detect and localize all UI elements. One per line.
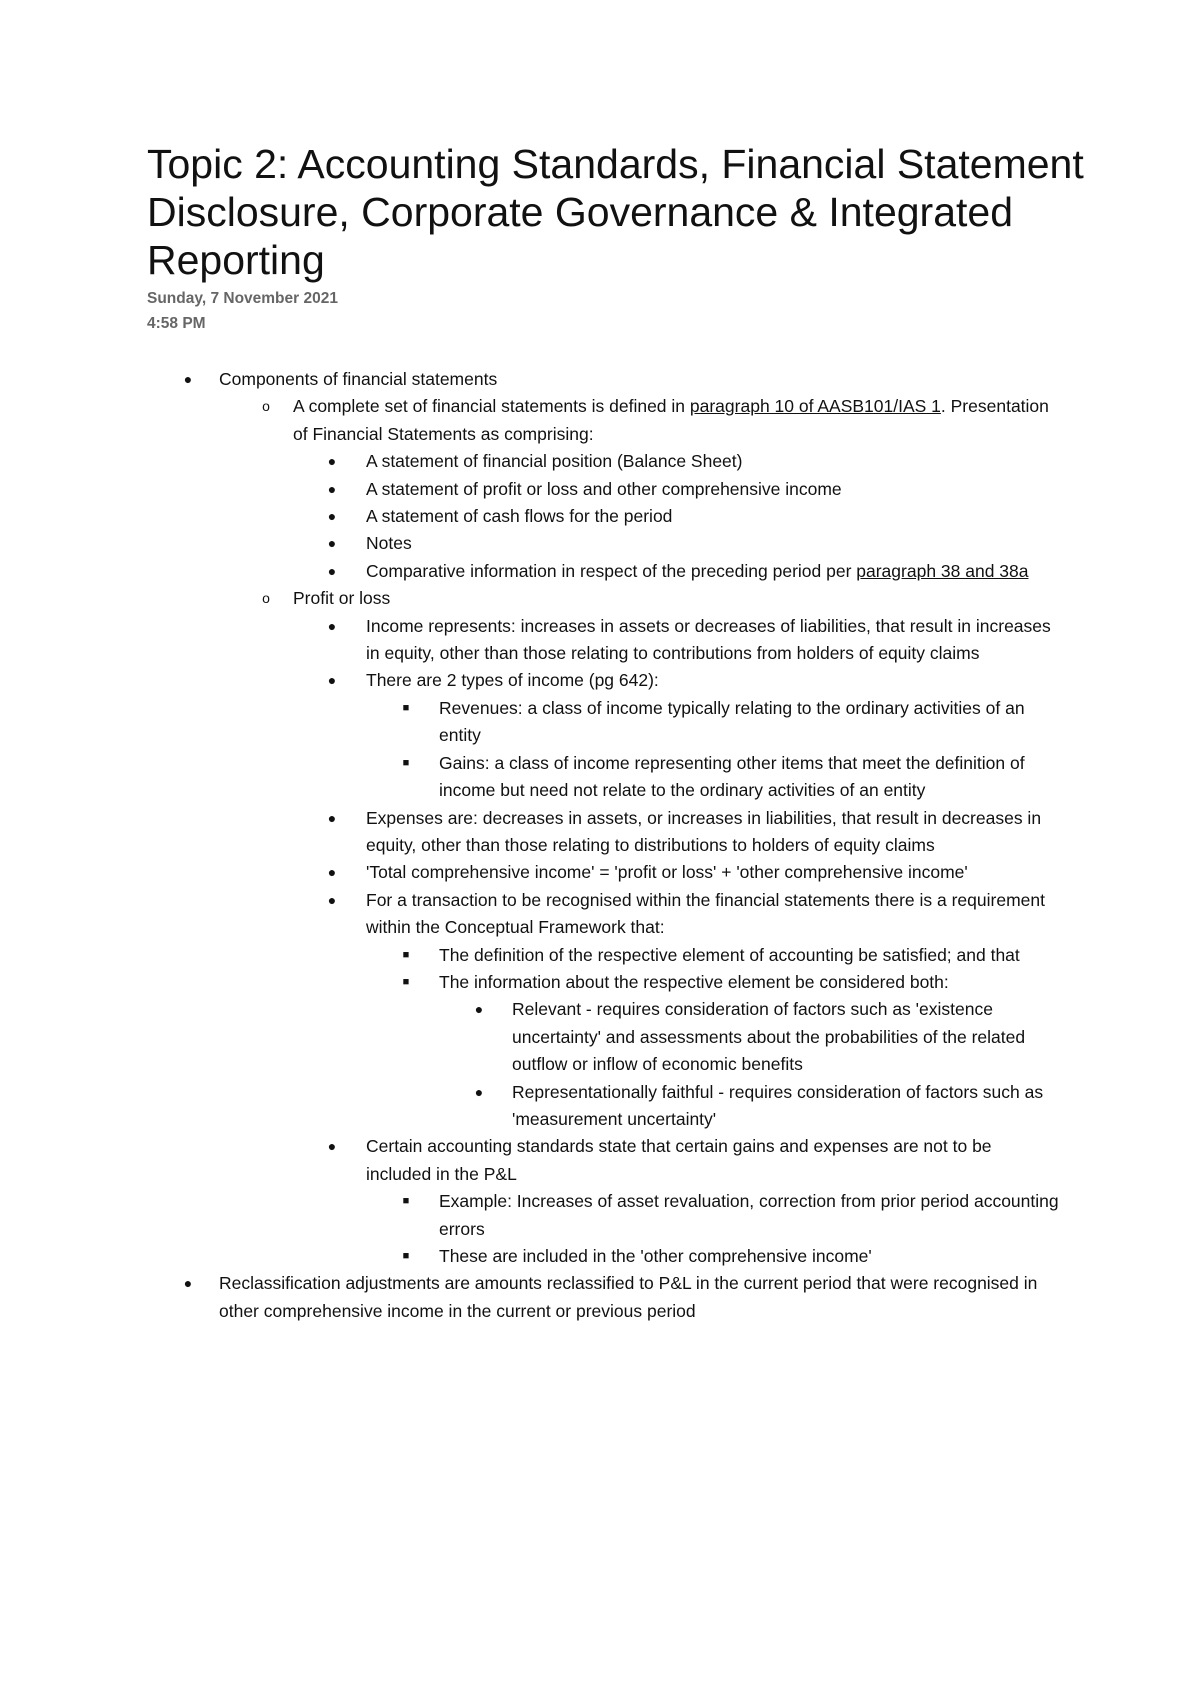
bullet-disc-icon: ● xyxy=(474,1083,484,1100)
list-item: ■ The definition of the respective element of accounting be satisfied; and that xyxy=(0,942,1200,969)
list-item: ● Notes xyxy=(0,530,1200,557)
list-item: o A complete set of financial statements is defined in paragraph 10 of AASB101/IAS 1. Presentation of Financial Statements as comprising: xyxy=(0,393,1200,448)
page-date: Sunday, 7 November 2021 xyxy=(147,290,338,307)
bullet-disc-icon: ● xyxy=(327,535,337,552)
bullet-disc-icon: ● xyxy=(327,453,337,470)
page-title: Topic 2: Accounting Standards, Financial Statement Disclosure, Corporate Governance & Integrated Reporting xyxy=(147,141,1084,283)
list-item: ■ These are included in the 'other comprehensive income' xyxy=(0,1243,1200,1270)
bullet-square-icon: ■ xyxy=(402,948,410,961)
bullet-circle-icon: o xyxy=(262,398,270,415)
list-item: ● A statement of cash flows for the period xyxy=(0,503,1200,530)
bullet-disc-icon: ● xyxy=(327,480,337,497)
list-item: ■ Example: Increases of asset revaluation, correction from prior period accounting errors xyxy=(0,1188,1200,1243)
list-item: ● For a transaction to be recognised within the financial statements there is a requirement within the Conceptual Framework that: xyxy=(0,887,1200,942)
bullet-square-icon: ■ xyxy=(402,1195,410,1208)
list-item: ● 'Total comprehensive income' = 'profit or loss' + 'other comprehensive income' xyxy=(0,859,1200,886)
bullet-square-icon: ■ xyxy=(402,975,410,988)
bullet-disc-icon: ● xyxy=(327,508,337,525)
list-item: ● Expenses are: decreases in assets, or increases in liabilities, that result in decreases in equity, other than those relating to distributions to holders of equity claims xyxy=(0,805,1200,860)
bullet-circle-icon: o xyxy=(262,590,270,607)
list-item: ● Reclassification adjustments are amounts reclassified to P&L in the current period that were recognised in other comprehensive income in the current or previous period xyxy=(0,1270,1200,1325)
list-item: ● Relevant - requires consideration of factors such as 'existence uncertainty' and assessments about the probabilities of the related outflow or inflow of economic benefits xyxy=(0,996,1200,1078)
bullet-disc-icon: ● xyxy=(474,1001,484,1018)
list-item: ● A statement of financial position (Balance Sheet) xyxy=(0,448,1200,475)
bullet-disc-icon: ● xyxy=(183,1275,193,1292)
list-item: ● Components of financial statements xyxy=(0,366,1200,393)
bullet-square-icon: ■ xyxy=(402,1250,410,1262)
paragraph-38-link[interactable]: paragraph 38 and 38a xyxy=(856,560,1029,581)
bullet-disc-icon: ● xyxy=(327,1138,337,1155)
bullet-square-icon: ■ xyxy=(402,701,410,714)
list-item: ● Income represents: increases in assets or decreases of liabilities, that result in increases in equity, other than those relating to contributions from holders of equity claims xyxy=(0,613,1200,668)
list-item: ● There are 2 types of income (pg 642): xyxy=(0,667,1200,694)
list-item: ● A statement of profit or loss and other comprehensive income xyxy=(0,476,1200,503)
bullet-disc-icon: ● xyxy=(183,371,193,387)
list-item: o Profit or loss xyxy=(0,585,1200,612)
bullet-square-icon: ■ xyxy=(402,756,410,769)
list-item: ■ Gains: a class of income representing other items that meet the definition of income but need not relate to the ordinary activities of an entity xyxy=(0,750,1200,805)
list-item: ● Representationally faithful - requires consideration of factors such as 'measurement uncertainty' xyxy=(0,1079,1200,1134)
paragraph-10-link[interactable]: paragraph 10 of AASB101/IAS 1 xyxy=(689,396,941,417)
bullet-disc-icon: ● xyxy=(327,562,337,579)
list-item: ● Comparative information in respect of the preceding period per paragraph 38 and 38a xyxy=(0,558,1200,585)
list-item: ■ The information about the respective element be considered both: xyxy=(0,969,1200,996)
bullet-disc-icon: ● xyxy=(327,891,337,908)
list-item: ● Certain accounting standards state that certain gains and expenses are not to be included in the P&L xyxy=(0,1133,1200,1188)
bullet-disc-icon: ● xyxy=(327,809,337,826)
bullet-disc-icon: ● xyxy=(327,864,337,881)
page-time: 4:58 PM xyxy=(147,315,206,332)
bullet-disc-icon: ● xyxy=(327,617,337,634)
bullet-disc-icon: ● xyxy=(327,672,337,689)
outline xyxy=(0,366,1200,1325)
list-item: ■ Revenues: a class of income typically relating to the ordinary activities of an entity xyxy=(0,695,1200,750)
